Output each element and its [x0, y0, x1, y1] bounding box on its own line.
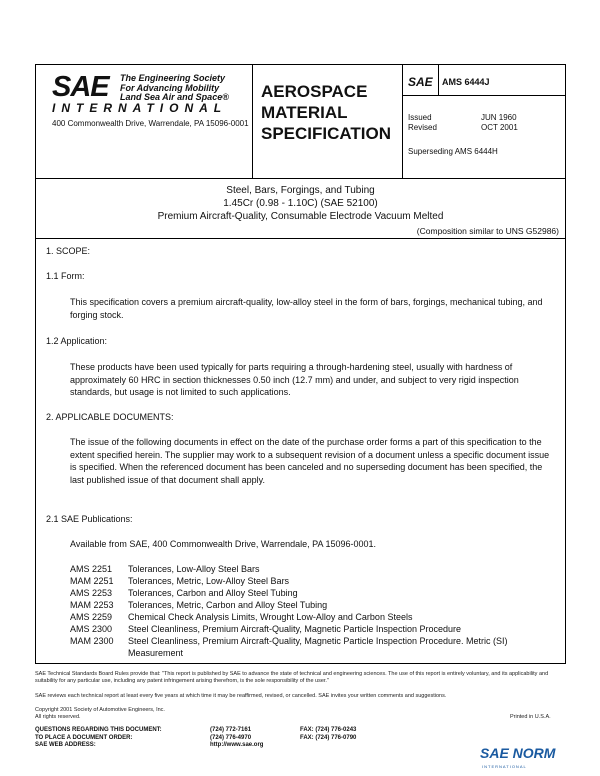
issued-date: JUN 1960	[481, 113, 517, 122]
document-type-title	[261, 81, 391, 144]
issued-label: Issued	[408, 113, 432, 122]
subject-line-2: 1.45Cr (0.98 - 1.10C) (SAE 52100)	[223, 198, 378, 209]
divider	[36, 238, 565, 239]
sae-address: 400 Commonwealth Drive, Warrendale, PA 15096-0001	[52, 119, 249, 128]
subject-line-1: Steel, Bars, Forgings, and Tubing	[226, 185, 375, 196]
document-code: MAM 2300	[70, 636, 114, 646]
stamp-subtitle: INTERNATIONAL	[482, 764, 527, 769]
document-list	[70, 563, 548, 659]
subject-line-3: Premium Aircraft-Quality, Consumable Electrode Vacuum Melted	[157, 211, 444, 222]
spec-frame	[35, 64, 566, 664]
section-1-2-heading: 1.2 Application:	[46, 336, 108, 346]
section-2-1-heading: 2.1 SAE Publications:	[46, 514, 133, 524]
section-1-1-text: This specification covers a premium aircraft-quality, low-alloy steel in the form of bars, forgings, mechanical tubing, and forging stock.	[70, 297, 543, 320]
document-row	[70, 599, 548, 611]
section-1-heading: 1. SCOPE:	[46, 246, 91, 256]
document-title: Tolerances, Low-Alloy Steel Bars	[128, 564, 260, 574]
sae-tagline	[120, 74, 229, 103]
document-title: Tolerances, Metric, Carbon and Alloy Steel Tubing	[128, 600, 328, 610]
revised-label: Revised	[408, 123, 437, 132]
document-title: Steel Cleanliness, Premium Aircraft-Quality, Magnetic Particle Inspection Procedure. Metric (SI) Measurement	[128, 636, 508, 658]
rights: All rights reserved.	[35, 714, 81, 720]
contact-phone: (724) 776-4970	[210, 734, 252, 741]
tagline-line: The Engineering Society	[120, 73, 226, 83]
title-line: MATERIAL	[261, 103, 348, 122]
tagline-line: For Advancing Mobility	[120, 82, 220, 93]
review-notice: SAE reviews each technical report at least every five years at which time it may be reaffirmed, revised, or cancelled. SAE invites your written comments and suggestions.	[35, 693, 447, 699]
composition-note: (Composition similar to UNS G52986)	[416, 226, 559, 236]
tagline-line: Land Sea Air and Space®	[120, 92, 229, 102]
document-title: Tolerances, Carbon and Alloy Steel Tubing	[128, 588, 298, 598]
section-1-1-heading: 1.1 Form:	[46, 271, 85, 281]
revised-date: OCT 2001	[481, 123, 518, 132]
divider	[252, 65, 253, 178]
spec-number: AMS 6444J	[442, 77, 490, 87]
divider	[402, 65, 403, 178]
contact-label: TO PLACE A DOCUMENT ORDER:	[35, 734, 133, 741]
document-row	[70, 563, 548, 575]
document-code: AMS 2300	[70, 624, 113, 634]
document-title: Tolerances, Metric, Low-Alloy Steel Bars	[128, 576, 290, 586]
section-1-2-text: These products have been used typically for parts requiring a through-hardening steel, usually with hardness of approximately 60 HRC in section thicknesses 0.50 inch (12.7 mm) and under, and subject to very rigid inspection standards, but usage is not limited to such applications.	[70, 362, 519, 397]
contact-label: SAE WEB ADDRESS:	[35, 742, 96, 748]
document-row	[70, 587, 548, 599]
spec-header	[36, 65, 565, 179]
document-title: Steel Cleanliness, Premium Aircraft-Quality, Magnetic Particle Inspection Procedure	[128, 624, 461, 634]
contact-fax: FAX: (724) 776-0790	[300, 734, 357, 741]
copyright: Copyright 2001 Society of Automotive Engineers, Inc.	[35, 707, 165, 713]
document-row	[70, 575, 548, 587]
contact-block	[35, 727, 356, 750]
contact-label: QUESTIONS REGARDING THIS DOCUMENT:	[35, 727, 162, 733]
superseding: Superseding AMS 6444H	[408, 147, 498, 156]
contact-phone: (724) 772-7161	[210, 727, 252, 733]
section-2-1-text: Available from SAE, 400 Commonwealth Drive, Warrendale, PA 15096-0001.	[70, 539, 376, 549]
document-code: AMS 2251	[70, 564, 113, 574]
title-line: SPECIFICATION	[261, 124, 392, 143]
document-code: MAM 2251	[70, 576, 114, 586]
document-code: AMS 2259	[70, 612, 113, 622]
sae-logo: SAE	[52, 71, 109, 103]
document-row	[70, 623, 548, 635]
sae-norm-stamp: SAE NORM	[480, 745, 556, 761]
divider	[438, 65, 439, 95]
document-code: AMS 2253	[70, 588, 113, 598]
divider	[402, 95, 565, 96]
section-2-text: The issue of the following documents in effect on the date of the purchase order forms a part of this specification to the extent specified herein. The supplier may work to a subsequent revision of a document unless a specific document issue is specified. When the referenced document has been canceled and no superseding document has been specified, the last published issue of that document shall apply.	[70, 437, 550, 485]
title-line: AEROSPACE	[261, 82, 368, 101]
web-address-link[interactable]: http://www.sae.org	[210, 742, 264, 748]
document-code: MAM 2253	[70, 600, 114, 610]
section-2-heading: 2. APPLICABLE DOCUMENTS:	[46, 412, 174, 422]
contact-fax: FAX: (724) 776-0243	[300, 727, 357, 733]
document-row	[70, 635, 548, 659]
document-row	[70, 611, 548, 623]
sae-small-logo: SAE	[408, 75, 433, 89]
document-title: Chemical Check Analysis Limits, Wrought Low-Alloy and Carbon Steels	[128, 612, 413, 622]
international-wordmark: INTERNATIONAL	[52, 101, 228, 115]
printed-in: Printed in U.S.A.	[510, 714, 551, 720]
rules-notice: SAE Technical Standards Board Rules provide that: "This report is published by SAE to advance the state of technical and engineering sciences. The use of this report is entirely voluntary, and its applicability and suitability for any particular use, including any patent infringement arising therefrom, is the sole responsibility of the user."	[35, 671, 549, 684]
